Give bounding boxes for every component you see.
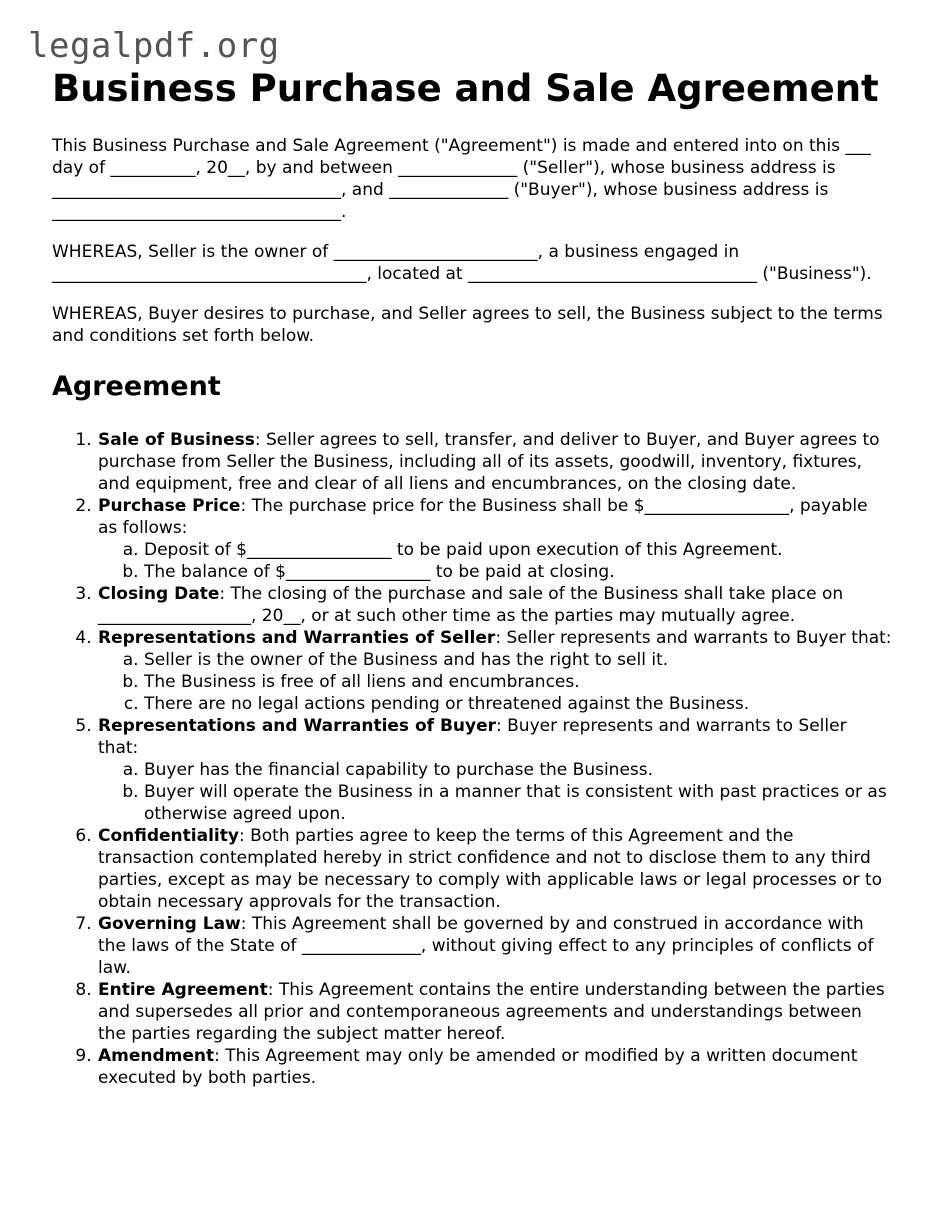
whereas-paragraph-buyer: WHEREAS, Buyer desires to purchase, and Seller agrees to sell, the Business subject to the terms and conditions set forth below. — [52, 304, 883, 346]
clause-text: : The purchase price for the Business shall be $_________________, payable as follows: — [98, 496, 868, 538]
subclause-item: a. Buyer has the financial capability to purchase the Business. — [144, 759, 892, 781]
clause-text: : Seller represents and warrants to Buyer that: — [495, 628, 892, 648]
clause-text: : Buyer represents and warrants to Seller that: — [98, 716, 847, 758]
clause-text: : Seller agrees to sell, transfer, and deliver to Buyer, and Buyer agrees to purchase from Seller the Business, including all of its assets, goodwill, inventory, fixtures, and equipment, free and clear of all liens and encumbrances, on the closing date. — [98, 430, 880, 494]
agreement-clauses-list — [52, 429, 892, 1089]
clause-purchase-price — [97, 495, 892, 583]
agreement-heading: Agreement — [52, 371, 221, 402]
clause-confidentiality — [97, 825, 892, 913]
subclause-item: b. Buyer will operate the Business in a manner that is consistent with past practices or as otherwise agreed upon. — [144, 781, 892, 825]
clause-term: Confidentiality — [98, 826, 239, 846]
clause-term: Representations and Warranties of Seller — [98, 628, 496, 648]
clause-term: Governing Law — [98, 914, 241, 934]
document-title: Business Purchase and Sale Agreement — [52, 67, 879, 110]
whereas-paragraph-owner: WHEREAS, Seller is the owner of ________________________, a business engaged in _____________________________________, located at __________________________________ ("Business"). — [52, 242, 872, 284]
clause-text: : This Agreement shall be governed by and construed in accordance with the laws of the State of ______________, without giving effect to any principles of conflicts of law. — [98, 914, 874, 978]
clause-text: : Both parties agree to keep the terms of this Agreement and the transaction contemplated hereby in strict confidence and not to disclose them to any third parties, except as may be necessary to comply with applicable laws or legal processes or to obtain necessary approvals for the transaction. — [98, 826, 883, 912]
clause-term: Purchase Price — [98, 496, 241, 516]
clause-seller-warranties — [97, 627, 892, 715]
clause-sale-of-business — [97, 429, 892, 495]
clause-text: : The closing of the purchase and sale of the Business shall take place on __________________, 20__, or at such other time as the parties may mutually agree. — [98, 584, 844, 626]
watermark: legalpdf.org — [28, 26, 280, 66]
clause-buyer-warranties — [97, 715, 892, 825]
clause-term: Amendment — [98, 1046, 215, 1066]
clause-text: : This Agreement contains the entire understanding between the parties and supersedes all prior and contemporaneous agreements and understandings between the parties regarding the subject matter hereof. — [98, 980, 885, 1044]
subclause-item: a. Deposit of $_________________ to be paid upon execution of this Agreement. — [144, 539, 892, 561]
subclause-list — [98, 759, 892, 825]
subclause-item: a. Seller is the owner of the Business and has the right to sell it. — [144, 649, 892, 671]
clause-entire-agreement — [97, 979, 892, 1045]
subclause-list — [98, 649, 892, 715]
clause-amendment — [97, 1045, 892, 1089]
intro-paragraph-parties: This Business Purchase and Sale Agreement ("Agreement") is made and entered into on this ___ day of __________, 20__, by and between ______________ ("Seller"), whose business address is __________________________________, and ______________ ("Buyer"), whose business address is __________________________________. — [52, 136, 871, 222]
subclause-item: b. The balance of $_________________ to be paid at closing. — [144, 561, 892, 583]
clause-term: Representations and Warranties of Buyer — [98, 716, 497, 736]
subclause-item: b. The Business is free of all liens and encumbrances. — [144, 671, 892, 693]
subclause-list — [98, 539, 892, 583]
subclause-item: c. There are no legal actions pending or threatened against the Business. — [144, 693, 892, 715]
clause-term: Sale of Business — [98, 430, 255, 450]
clause-term: Entire Agreement — [98, 980, 268, 1000]
clause-governing-law — [97, 913, 892, 979]
clause-term: Closing Date — [98, 584, 220, 604]
clause-closing-date — [97, 583, 892, 627]
clause-text: : This Agreement may only be amended or modified by a written document executed by both parties. — [98, 1046, 858, 1088]
document-body — [52, 66, 892, 1089]
